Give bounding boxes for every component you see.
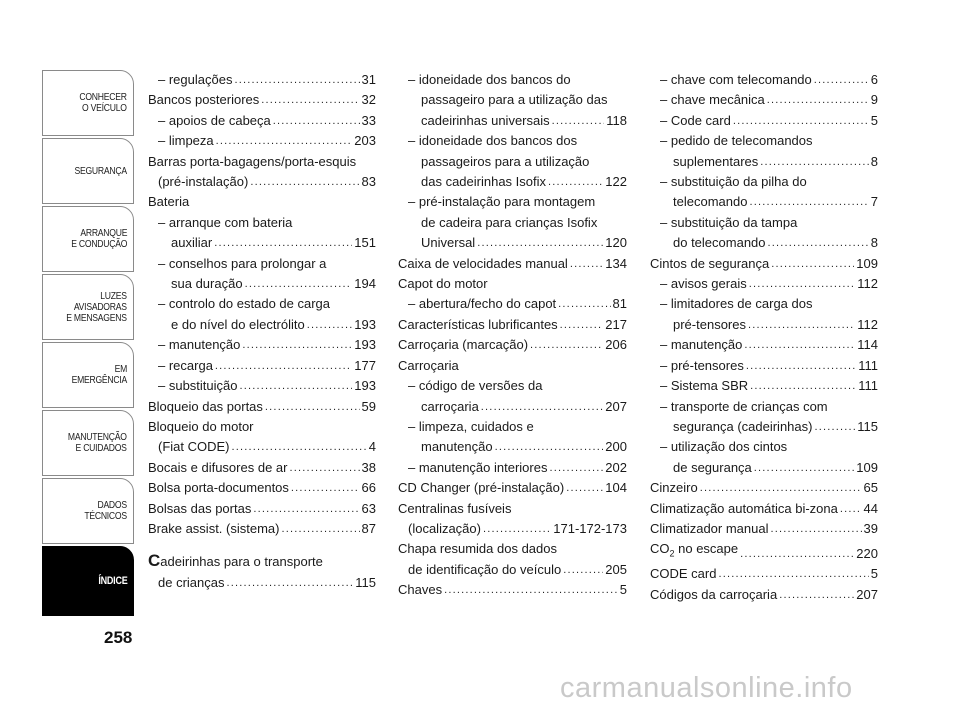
index-entry[interactable]	[650, 585, 878, 605]
index-entry[interactable]	[650, 335, 878, 355]
entry-page: 81	[612, 296, 627, 312]
entry-page: 33	[361, 112, 376, 128]
index-entry[interactable]	[398, 172, 627, 192]
leader-dots	[740, 544, 854, 564]
entry-page: 59	[361, 398, 376, 414]
entry-text: do telecomando	[673, 235, 766, 251]
index-entry[interactable]	[398, 580, 627, 600]
entry-page: 177	[354, 357, 376, 373]
tab-label: DADOS TÉCNICOS	[84, 499, 127, 522]
entry-page: 31	[361, 72, 376, 87]
index-entry[interactable]	[398, 233, 627, 253]
entry-text: de identificação do veículo	[408, 561, 562, 577]
index-entry[interactable]	[650, 478, 878, 498]
index-entry[interactable]	[398, 560, 627, 580]
index-heading	[148, 551, 376, 572]
entry-text: Bolsas das portas	[148, 500, 252, 516]
entry-text: Características lubrificantes	[398, 316, 558, 332]
entry-text: – chave com telecomando	[660, 72, 812, 87]
index-entry[interactable]	[650, 254, 878, 274]
index-entry[interactable]	[398, 437, 627, 457]
index-subheading: – substituição da tampa	[660, 214, 798, 230]
index-subheading: – limpeza, cuidados e	[408, 418, 534, 434]
leader-dots	[771, 519, 862, 539]
leader-dots	[718, 564, 868, 584]
index-subheading: – código de versões da	[408, 378, 543, 394]
entry-text: Bocais e difusores de ar	[148, 459, 288, 475]
index-column-1	[148, 70, 376, 593]
index-entry[interactable]	[650, 315, 878, 335]
leader-dots	[768, 233, 869, 253]
index-entry[interactable]	[148, 335, 376, 355]
entry-text	[650, 539, 738, 564]
index-entry[interactable]	[148, 573, 376, 593]
index-heading: Capot do motor	[398, 276, 488, 292]
index-entry[interactable]	[148, 274, 376, 294]
leader-dots	[760, 152, 868, 172]
leader-dots	[289, 458, 359, 478]
entry-text: Carroçaria (marcação)	[398, 337, 529, 353]
entry-page: 114	[857, 337, 878, 353]
entry-page: 151	[354, 235, 376, 251]
entry-text: Bancos posteriores	[148, 92, 260, 108]
index-subheading: – limitadores de carga dos	[660, 296, 813, 312]
tab-label: ARRANQUE E CONDUÇÃO	[71, 227, 127, 250]
co2-suffix: no escape	[674, 541, 739, 557]
index-entry[interactable]	[398, 335, 627, 355]
entry-page: 9	[870, 92, 878, 108]
entry-page: 217	[605, 316, 627, 332]
leader-dots	[242, 335, 352, 355]
index-entry[interactable]	[650, 152, 878, 172]
entry-page: 207	[856, 586, 878, 602]
index-entry[interactable]	[398, 397, 627, 417]
letter-gap	[148, 539, 376, 551]
entry-page: 220	[856, 545, 878, 561]
entry-page: 5	[870, 112, 878, 128]
co2-subscript: 2	[669, 548, 675, 559]
index-subheading: – substituição da pilha do	[660, 174, 807, 190]
entry-text: das cadeirinhas Isofix	[421, 174, 547, 190]
page-number: 258	[104, 628, 133, 647]
entry-page: 7	[870, 194, 878, 210]
entry-text: auxiliar	[171, 235, 213, 251]
leader-dots	[700, 478, 862, 498]
leader-dots	[215, 356, 352, 376]
leader-dots	[265, 397, 360, 417]
index-entry[interactable]	[650, 111, 878, 131]
index-entry[interactable]	[650, 90, 878, 110]
leader-dots	[245, 274, 353, 294]
index-entry[interactable]	[148, 131, 376, 151]
leader-dots	[749, 274, 856, 294]
leader-dots	[273, 111, 360, 131]
entry-text: Climatizador manual	[650, 520, 769, 536]
index-entry[interactable]	[398, 111, 627, 131]
leader-dots	[444, 580, 618, 600]
index-entry[interactable]	[398, 478, 627, 498]
leader-dots	[250, 172, 359, 192]
index-subheading: passageiros para a utilização	[421, 153, 590, 169]
leader-dots	[216, 131, 353, 151]
watermark: carmanualsonline.info	[560, 672, 853, 704]
entry-text: – avisos gerais	[660, 276, 747, 292]
entry-page: 111	[858, 378, 878, 394]
entry-page: 63	[361, 500, 376, 516]
tab-label: SEGURANÇA	[74, 164, 127, 177]
leader-dots	[548, 172, 603, 192]
co2-text: CO	[650, 541, 670, 557]
tab-manutencao-e-cuidados[interactable]	[42, 410, 134, 476]
index-entry[interactable]	[650, 539, 878, 564]
entry-text: pré-tensores	[673, 316, 746, 332]
leader-dots	[477, 233, 603, 253]
leader-dots	[754, 458, 855, 478]
tab-label: MANUTENÇÃO E CUIDADOS	[68, 431, 127, 454]
index-entry[interactable]	[650, 499, 878, 519]
entry-text: – manutenção interiores	[408, 459, 548, 475]
entry-text: de segurança	[673, 459, 752, 475]
leader-dots	[481, 397, 604, 417]
index-heading: Barras porta-bagagens/porta-esquis	[148, 153, 357, 169]
entry-text: carroçaria	[421, 398, 479, 414]
entry-page: 118	[606, 112, 627, 128]
entry-page: 6	[870, 72, 878, 87]
index-entry[interactable]	[148, 356, 376, 376]
entry-page: 122	[605, 174, 627, 190]
tab-conhecer-o-veiculo[interactable]	[42, 70, 134, 136]
entry-text: de crianças	[158, 574, 225, 590]
entry-text: segurança (cadeirinhas)	[673, 418, 813, 434]
index-entry[interactable]	[650, 356, 878, 376]
leader-dots	[495, 437, 604, 457]
index-entry[interactable]	[398, 254, 627, 274]
entry-text: – Sistema SBR	[660, 378, 749, 394]
entry-page: 134	[605, 255, 627, 271]
index-entry[interactable]	[148, 499, 376, 519]
leader-dots	[558, 294, 610, 314]
index-column-3	[650, 70, 878, 605]
index-heading: Carroçaria	[398, 357, 459, 373]
index-entry[interactable]	[148, 172, 376, 192]
leader-dots	[291, 478, 360, 498]
entry-text: Bolsa porta-documentos	[148, 480, 289, 496]
entry-page: 66	[361, 480, 376, 496]
index-subheading: – pré-instalação para montagem	[408, 194, 596, 210]
index-entry[interactable]	[650, 70, 878, 90]
index-subheading: – idoneidade dos bancos do	[408, 72, 571, 87]
leader-dots	[749, 192, 868, 212]
entry-text: – manutenção	[158, 337, 241, 353]
index-entry[interactable]	[398, 519, 627, 539]
entry-text: Códigos da carroçaria	[650, 586, 778, 602]
entry-text: e do nível do electrólito	[171, 316, 305, 332]
entry-text: suplementares	[673, 153, 759, 169]
leader-dots	[566, 478, 603, 498]
leader-dots	[750, 376, 856, 396]
leader-dots	[563, 560, 603, 580]
entry-page: 194	[354, 276, 376, 292]
entry-page: 193	[354, 316, 376, 332]
index-heading: Chapa resumida dos dados	[398, 541, 557, 557]
entry-page: 65	[863, 480, 878, 496]
index-subheading: – transporte de crianças com	[660, 398, 828, 414]
tab-label: CONHECER O VEÍCULO	[79, 91, 127, 114]
leader-dots	[779, 585, 854, 605]
entry-page: 206	[605, 337, 627, 353]
entry-text: Climatização automática bi-zona	[650, 500, 838, 516]
entry-text: Universal	[421, 235, 476, 251]
index-entry[interactable]	[398, 315, 627, 335]
leader-dots	[226, 573, 353, 593]
index-entry[interactable]	[650, 376, 878, 396]
entry-text: – limpeza	[158, 133, 214, 149]
leader-dots	[240, 376, 353, 396]
entry-page: 8	[870, 153, 878, 169]
entry-page: 39	[863, 520, 878, 536]
entry-page: 87	[361, 520, 376, 536]
entry-text: – pré-tensores	[660, 357, 744, 373]
index-heading: Centralinas fusíveis	[398, 500, 512, 516]
entry-text: CODE card	[650, 566, 717, 582]
entry-page: 193	[354, 337, 376, 353]
entry-page: 205	[605, 561, 627, 577]
leader-dots	[234, 70, 359, 90]
entry-page: 207	[605, 398, 627, 414]
entry-page: 8	[870, 235, 878, 251]
entry-page: 5	[870, 566, 878, 582]
entry-page: 83	[361, 174, 376, 190]
index-entry[interactable]	[148, 437, 376, 457]
tab-arranque-e-conducao[interactable]	[42, 206, 134, 272]
entry-text: (pré-instalação)	[158, 174, 249, 190]
entry-page: 38	[361, 459, 376, 475]
index-heading: Bloqueio do motor	[148, 418, 254, 434]
tab-indice[interactable]	[42, 546, 134, 616]
entry-page: 115	[355, 574, 376, 590]
index-column-2	[398, 70, 627, 601]
index-subheading: de cadeira para crianças Isofix	[421, 214, 598, 230]
index-entry[interactable]	[148, 458, 376, 478]
index-subheading: – conselhos para prolongar a	[158, 255, 327, 271]
leader-dots	[560, 315, 604, 335]
entry-text: telecomando	[673, 194, 748, 210]
index-entry[interactable]	[148, 90, 376, 110]
entry-text: adeirinhas para o transporte	[160, 554, 323, 570]
leader-dots	[814, 417, 855, 437]
index-subheading: passageiro para a utilização das	[421, 92, 608, 108]
entry-text: – substituição	[158, 378, 238, 394]
entry-page: 115	[857, 418, 878, 434]
entry-page: 112	[857, 316, 878, 332]
entry-page: 200	[605, 439, 627, 455]
index-entry[interactable]	[398, 294, 627, 314]
entry-text: manutenção	[421, 439, 493, 455]
leader-dots	[570, 254, 603, 274]
index-subheading: – controlo do estado de carga	[158, 296, 331, 312]
tab-seguranca[interactable]	[42, 138, 134, 204]
entry-text: (localização)	[408, 520, 481, 536]
entry-text: Caixa de velocidades manual	[398, 255, 568, 271]
index-entry[interactable]	[650, 192, 878, 212]
entry-page: 109	[856, 459, 878, 475]
leader-dots	[733, 111, 869, 131]
entry-page: 193	[354, 378, 376, 394]
index-entry[interactable]	[148, 478, 376, 498]
section-letter: C	[148, 551, 161, 571]
leader-dots	[771, 254, 854, 274]
leader-dots	[767, 90, 869, 110]
index-heading: Bateria	[148, 194, 190, 210]
entry-text: Brake assist. (sistema)	[148, 520, 280, 536]
entry-page: 109	[856, 255, 878, 271]
index-subheading: – arranque com bateria	[158, 214, 293, 230]
entry-text: – apoios de cabeça	[158, 112, 271, 128]
leader-dots	[232, 437, 367, 457]
leader-dots	[307, 315, 353, 335]
index-entry[interactable]	[650, 564, 878, 584]
entry-page: 104	[605, 480, 627, 496]
entry-text: – chave mecânica	[660, 92, 765, 108]
index-subheading: – utilização dos cintos	[660, 439, 788, 455]
index-entry[interactable]	[148, 70, 376, 90]
index-entry[interactable]	[148, 315, 376, 335]
tab-em-emergencia[interactable]	[42, 342, 134, 408]
tab-luzes-avisadoras[interactable]	[42, 274, 134, 340]
leader-dots	[214, 233, 352, 253]
entry-page: 112	[857, 276, 878, 292]
entry-page: 5	[619, 582, 627, 598]
leader-dots	[483, 519, 551, 539]
index-entry[interactable]	[650, 233, 878, 253]
leader-dots	[814, 70, 869, 90]
entry-text: Cintos de segurança	[650, 255, 770, 271]
entry-text: – abertura/fecho do capot	[408, 296, 557, 312]
index-subheading: – pedido de telecomandos	[660, 133, 813, 149]
entry-text: – regulações	[158, 72, 233, 87]
entry-text: sua duração	[171, 276, 243, 292]
entry-text: Cinzeiro	[650, 480, 698, 496]
leader-dots	[746, 356, 856, 376]
entry-page: 111	[858, 357, 878, 373]
entry-text: CD Changer (pré-instalação)	[398, 480, 565, 496]
index-entry[interactable]	[650, 274, 878, 294]
entry-page: 44	[863, 500, 878, 516]
leader-dots	[549, 458, 603, 478]
tab-dados-tecnicos[interactable]	[42, 478, 134, 544]
entry-page: 120	[605, 235, 627, 251]
entry-text: – Code card	[660, 112, 731, 128]
index-entry[interactable]	[650, 519, 878, 539]
entry-page: 32	[361, 92, 376, 108]
leader-dots	[840, 499, 862, 519]
tab-label: ÍNDICE	[97, 574, 127, 587]
tab-label: LUZES AVISADORAS E MENSAGENS	[66, 289, 127, 324]
entry-page: 171-172-173	[553, 520, 627, 536]
chapter-tabs	[42, 70, 134, 618]
leader-dots	[261, 90, 359, 110]
index-entry[interactable]	[148, 376, 376, 396]
index-entry[interactable]	[148, 233, 376, 253]
leader-dots	[281, 519, 359, 539]
index-entry[interactable]	[650, 458, 878, 478]
entry-text: Chaves	[398, 582, 443, 598]
entry-text: – recarga	[158, 357, 213, 373]
leader-dots	[744, 335, 855, 355]
entry-page: 202	[605, 459, 627, 475]
index-entry[interactable]	[148, 397, 376, 417]
entry-page: 203	[354, 133, 376, 149]
entry-text: Bloqueio das portas	[148, 398, 263, 414]
index-entry[interactable]	[148, 519, 376, 539]
tab-label: EM EMERGÊNCIA	[71, 363, 127, 386]
index-entry[interactable]	[398, 458, 627, 478]
entry-page: 4	[368, 439, 376, 455]
entry-text: cadeirinhas universais	[421, 112, 550, 128]
index-entry[interactable]	[650, 417, 878, 437]
leader-dots	[748, 315, 855, 335]
index-entry[interactable]	[148, 111, 376, 131]
entry-text: – manutenção	[660, 337, 743, 353]
index-subheading: – idoneidade dos bancos dos	[408, 133, 578, 149]
leader-dots	[530, 335, 603, 355]
leader-dots	[253, 499, 359, 519]
entry-text: (Fiat CODE)	[158, 439, 230, 455]
leader-dots	[552, 111, 605, 131]
